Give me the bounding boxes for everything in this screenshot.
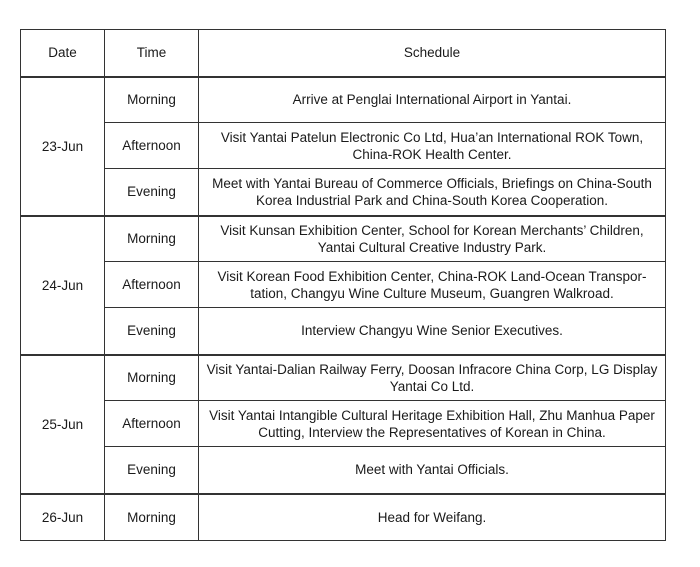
time-cell: Afternoon [105, 123, 199, 169]
table-row [21, 447, 666, 494]
table-row [21, 216, 666, 262]
date-cell: 23-Jun [21, 77, 105, 216]
schedule-cell: Arrive at Penglai International Airport in Yantai. [199, 77, 666, 123]
schedule-cell: Visit Yantai Intangible Cultural Heritage Exhibition Hall, Zhu Manhua Paper Cutting, Interview the Representatives of Korean in China. [199, 401, 666, 447]
time-cell: Afternoon [105, 401, 199, 447]
date-cell: 26-Jun [21, 494, 105, 541]
time-cell: Evening [105, 308, 199, 355]
schedule-table [20, 29, 666, 541]
time-cell: Evening [105, 169, 199, 216]
schedule-cell: Head for Weifang. [199, 494, 666, 541]
time-cell: Morning [105, 216, 199, 262]
table-row [21, 262, 666, 308]
schedule-cell: Visit Yantai Patelun Electronic Co Ltd, Hua’an International ROK Town, China-ROK Health Center. [199, 123, 666, 169]
header-time: Time [105, 30, 199, 77]
schedule-cell: Visit Kunsan Exhibition Center, School for Korean Merchants’ Children, Yantai Cultural Creative Industry Park. [199, 216, 666, 262]
header-schedule: Schedule [199, 30, 666, 77]
date-cell: 24-Jun [21, 216, 105, 355]
time-cell: Morning [105, 355, 199, 401]
table-row [21, 123, 666, 169]
schedule-cell: Visit Korean Food Exhibition Center, China-ROK Land-Ocean Transpor-tation, Changyu Wine Culture Museum, Guangren Walkroad. [199, 262, 666, 308]
schedule-cell: Meet with Yantai Bureau of Commerce Officials, Briefings on China-South Korea Industrial Park and China-South Korea Cooperation. [199, 169, 666, 216]
table-row [21, 308, 666, 355]
time-cell: Morning [105, 77, 199, 123]
time-cell: Afternoon [105, 262, 199, 308]
time-cell: Evening [105, 447, 199, 494]
header-date: Date [21, 30, 105, 77]
table-row [21, 355, 666, 401]
header-row [21, 30, 666, 77]
table-row [21, 169, 666, 216]
time-cell: Morning [105, 494, 199, 541]
schedule-cell: Visit Yantai-Dalian Railway Ferry, Doosan Infracore China Corp, LG Display Yantai Co Ltd. [199, 355, 666, 401]
table-row [21, 494, 666, 541]
table-row [21, 401, 666, 447]
table-row [21, 77, 666, 123]
schedule-cell: Meet with Yantai Officials. [199, 447, 666, 494]
schedule-cell: Interview Changyu Wine Senior Executives. [199, 308, 666, 355]
date-cell: 25-Jun [21, 355, 105, 494]
